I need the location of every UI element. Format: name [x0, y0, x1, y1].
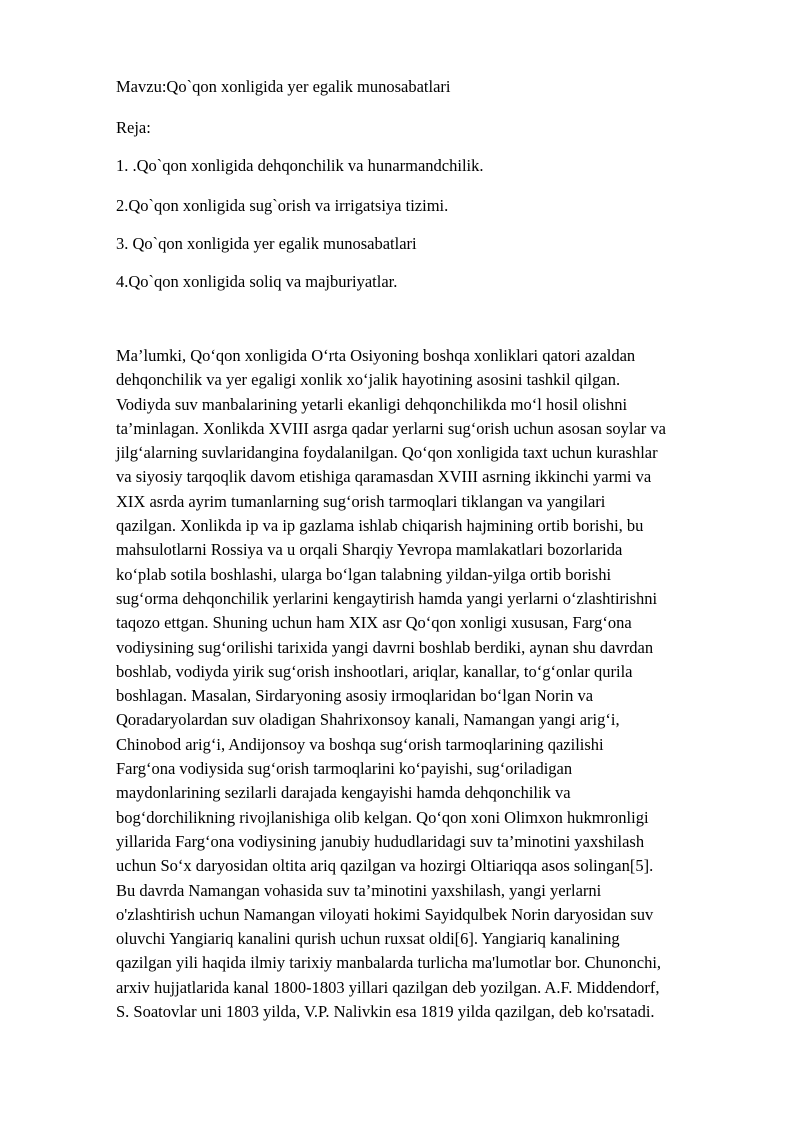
body-line: S. Soatovlar uni 1803 yilda, V.P. Nalivkin esa 1819 yilda qazilgan, deb ko'rsatadi.	[116, 1002, 655, 1022]
body-line: qazilgan. Xonlikda ip va ip gazlama ishlab chiqarish hajmining ortib borishi, bu	[116, 516, 644, 536]
body-line: jilg‘alarning suvlaridangina foydalanilgan. Qo‘qon xonligida taxt uchun kurashlar	[116, 443, 658, 463]
plan-item: 4.Qo`qon xonligida soliq va majburiyatlar.	[116, 272, 398, 291]
body-line: qazilgan yili haqida ilmiy tarixiy manbalarda turlicha ma'lumotlar bor. Chunonchi,	[116, 953, 662, 973]
body-line: Chinobod arig‘i, Andijonsoy va boshqa sug‘orish tarmoqlarining qazilishi	[116, 734, 604, 754]
body-line: ta’minlagan. Xonlikda XVIII asrga qadar yerlarni sug‘orish uchun asosan soylar va	[116, 418, 666, 438]
body-line: dehqonchilik va yer egaligi xonlik xo‘jalik hayotining asosini tashkil qilgan.	[116, 370, 621, 390]
body-line: vodiysining sug‘orilishi tarixida yangi davrni boshlab berdiki, aynan shu davrdan	[116, 637, 654, 657]
plan-item: 2.Qo`qon xonligida sug`orish va irrigatsiya tizimi.	[116, 196, 449, 215]
body-line: boshlab, vodiyda yirik sug‘orish inshootlari, ariqlar, kanallar, to‘g‘onlar qurila	[116, 661, 633, 681]
body-line: oluvchi Yangiariq kanalini qurish uchun ruxsat oldi[6]. Yangiariq kanalining	[116, 929, 620, 949]
body-line: XIX asrda ayrim tumanlarning sug‘orish tarmoqlari tiklangan va yangilari	[116, 491, 606, 511]
body-line: Vodiyda suv manbalarining yetarli ekanligi dehqonchilikda mo‘l hosil olishni	[116, 394, 628, 414]
body-line: arxiv hujjatlarida kanal 1800-1803 yillari qazilgan deb yozilgan. A.F. Middendorf,	[116, 977, 660, 997]
body-line: ko‘plab sotila boshlashi, ularga bo‘lgan talabning yildan-yilga ortib borishi	[116, 564, 612, 584]
plan-label: Reja:	[116, 118, 151, 137]
body-line: o'zlashtirish uchun Namangan viloyati hokimi Sayidqulbek Norin daryosidan suv	[116, 904, 654, 924]
body-line: Bu davrda Namangan vohasida suv ta’minotini yaxshilash, yangi yerlarni	[116, 880, 602, 900]
body-line: sug‘orma dehqonchilik yerlarini kengaytirish hamda yangi yerlarni o‘zlashtirishni	[116, 588, 658, 608]
body-line: yillarida Farg‘ona vodiysining janubiy hududlaridagi suv ta’minotini yaxshilash	[116, 831, 645, 851]
body-line: mahsulotlarni Rossiya va u orqali Sharqiy Yevropa mamlakatlari bozorlarida	[116, 540, 623, 560]
body-line: va siyosiy tarqoqlik davom etishiga qaramasdan XVIII asrning ikkinchi yarmi va	[116, 467, 652, 487]
body-line: Qoradaryolardan suv oladigan Shahrixonsoy kanali, Namangan yangi arig‘i,	[116, 710, 620, 730]
body-line: Ma’lumki, Qo‘qon xonligida O‘rta Osiyoning boshqa xonliklari qatori azaldan	[116, 346, 636, 365]
plan-item: 3. Qo`qon xonligida yer egalik munosabatlari	[116, 234, 417, 253]
plan-item: 1. .Qo`qon xonligida dehqonchilik va hunarmandchilik.	[116, 156, 484, 175]
body-line: boshlagan. Masalan, Sirdaryoning asosiy irmoqlaridan bo‘lgan Norin va	[116, 686, 594, 706]
document-title: Mavzu:Qo`qon xonligida yer egalik munosabatlari	[116, 77, 451, 96]
body-paragraph	[116, 344, 746, 1024]
body-line: bog‘dorchilikning rivojlanishiga olib kelgan. Qo‘qon xoni Olimxon hukmronligi	[116, 807, 649, 827]
body-line: taqozo ettgan. Shuning uchun ham XIX asr Qo‘qon xonligi xususan, Farg‘ona	[116, 613, 632, 633]
body-line: uchun So‘x daryosidan oltita ariq qazilgan va hozirgi Oltiariqqa asos solingan[5].	[116, 856, 654, 876]
body-line: maydonlarining sezilarli darajada kengayishi hamda dehqonchilik va	[116, 783, 571, 803]
body-line: Farg‘ona vodiysida sug‘orish tarmoqlarini ko‘payishi, sug‘oriladigan	[116, 759, 573, 779]
